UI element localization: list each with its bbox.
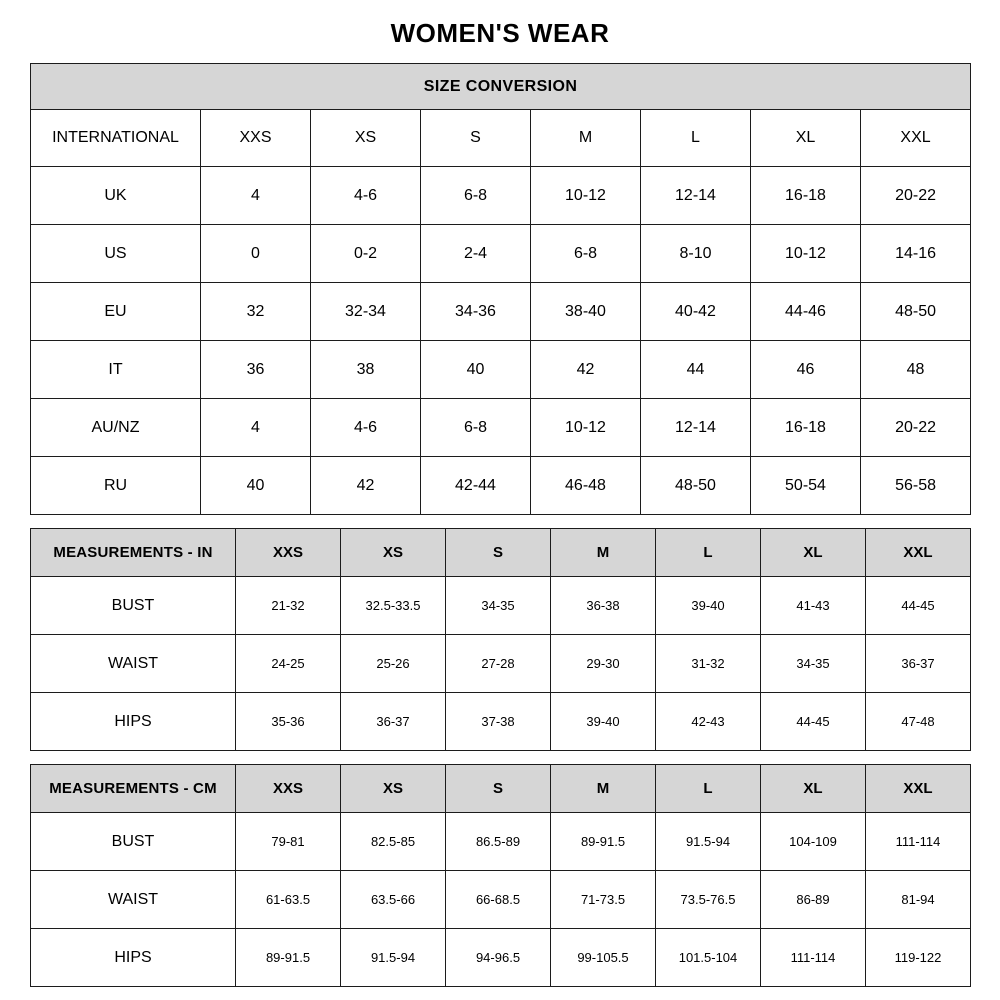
cell-value: 56-58	[861, 457, 971, 515]
row-label: RU	[31, 457, 201, 515]
row-label: HIPS	[31, 693, 236, 751]
column-header: XL	[761, 529, 866, 577]
column-header: M	[551, 529, 656, 577]
table-row	[31, 283, 971, 341]
cell-value: 48-50	[641, 457, 751, 515]
cell-value: 46-48	[531, 457, 641, 515]
cell-value: 79-81	[236, 813, 341, 871]
cell-value: 63.5-66	[341, 871, 446, 929]
cell-value: 39-40	[656, 577, 761, 635]
cell-value: 6-8	[531, 225, 641, 283]
cell-value: 4	[201, 167, 311, 225]
cell-value: 4-6	[311, 399, 421, 457]
page-title: WOMEN'S WEAR	[390, 18, 610, 48]
column-header: M	[551, 765, 656, 813]
table-row	[31, 399, 971, 457]
table-row	[31, 693, 971, 751]
cell-value: 34-35	[761, 635, 866, 693]
cell-value: 4	[201, 399, 311, 457]
cell-value: 0	[201, 225, 311, 283]
table-banner-row	[31, 64, 971, 110]
table-row	[31, 341, 971, 399]
cell-value: 48-50	[861, 283, 971, 341]
column-header: XS	[341, 529, 446, 577]
column-header-row	[31, 110, 971, 167]
measurements-in-body	[31, 577, 971, 751]
column-header: XXS	[201, 110, 311, 167]
cell-value: 111-114	[866, 813, 971, 871]
cell-value: 8-10	[641, 225, 751, 283]
cell-value: 82.5-85	[341, 813, 446, 871]
cell-value: 99-105.5	[551, 929, 656, 987]
cell-value: 2-4	[421, 225, 531, 283]
cell-value: 21-32	[236, 577, 341, 635]
column-header-row	[31, 529, 971, 577]
cell-value: 61-63.5	[236, 871, 341, 929]
row-label: UK	[31, 167, 201, 225]
column-header: XXL	[861, 110, 971, 167]
cell-value: 4-6	[311, 167, 421, 225]
row-label: HIPS	[31, 929, 236, 987]
cell-value: 44-45	[761, 693, 866, 751]
cell-value: 12-14	[641, 167, 751, 225]
cell-value: 42	[531, 341, 641, 399]
cell-value: 37-38	[446, 693, 551, 751]
cell-value: 32-34	[311, 283, 421, 341]
table-row	[31, 871, 971, 929]
cell-value: 6-8	[421, 399, 531, 457]
row-label: EU	[31, 283, 201, 341]
table-row	[31, 577, 971, 635]
cell-value: 91.5-94	[656, 813, 761, 871]
column-header: XXS	[236, 529, 341, 577]
column-header: XXL	[866, 765, 971, 813]
cell-value: 12-14	[641, 399, 751, 457]
cell-value: 48	[861, 341, 971, 399]
cell-value: 38	[311, 341, 421, 399]
cell-value: 42-43	[656, 693, 761, 751]
cell-value: 29-30	[551, 635, 656, 693]
cell-value: 24-25	[236, 635, 341, 693]
cell-value: 40-42	[641, 283, 751, 341]
cell-value: 81-94	[866, 871, 971, 929]
cell-value: 31-32	[656, 635, 761, 693]
row-label: WAIST	[31, 635, 236, 693]
measurements-in-table	[30, 528, 971, 751]
cell-value: 10-12	[531, 167, 641, 225]
cell-value: 44-45	[866, 577, 971, 635]
size-conversion-table	[30, 63, 971, 515]
cell-value: 89-91.5	[551, 813, 656, 871]
cell-value: 32	[201, 283, 311, 341]
cell-value: 40	[201, 457, 311, 515]
column-header: XXL	[866, 529, 971, 577]
row-label: BUST	[31, 813, 236, 871]
cell-value: 42-44	[421, 457, 531, 515]
cell-value: 6-8	[421, 167, 531, 225]
cell-value: 111-114	[761, 929, 866, 987]
table-row	[31, 813, 971, 871]
cell-value: 10-12	[531, 399, 641, 457]
cell-value: 20-22	[861, 167, 971, 225]
cell-value: 32.5-33.5	[341, 577, 446, 635]
table-corner-header: MEASUREMENTS - IN	[31, 529, 236, 577]
cell-value: 36-38	[551, 577, 656, 635]
column-header: L	[656, 765, 761, 813]
row-label: WAIST	[31, 871, 236, 929]
size-conversion-banner: SIZE CONVERSION	[31, 64, 971, 110]
column-header: S	[446, 529, 551, 577]
cell-value: 91.5-94	[341, 929, 446, 987]
column-header: L	[656, 529, 761, 577]
column-header: S	[446, 765, 551, 813]
table-row	[31, 225, 971, 283]
cell-value: 44	[641, 341, 751, 399]
cell-value: 35-36	[236, 693, 341, 751]
column-header: XL	[761, 765, 866, 813]
cell-value: 86.5-89	[446, 813, 551, 871]
cell-value: 104-109	[761, 813, 866, 871]
row-label: BUST	[31, 577, 236, 635]
column-header: XS	[341, 765, 446, 813]
cell-value: 20-22	[861, 399, 971, 457]
cell-value: 47-48	[866, 693, 971, 751]
cell-value: 42	[311, 457, 421, 515]
column-header: S	[421, 110, 531, 167]
cell-value: 38-40	[531, 283, 641, 341]
cell-value: 34-35	[446, 577, 551, 635]
table-row	[31, 635, 971, 693]
column-header-row	[31, 765, 971, 813]
column-header: L	[641, 110, 751, 167]
table-row	[31, 929, 971, 987]
cell-value: 101.5-104	[656, 929, 761, 987]
cell-value: 16-18	[751, 167, 861, 225]
cell-value: 94-96.5	[446, 929, 551, 987]
column-header: XXS	[236, 765, 341, 813]
cell-value: 36-37	[341, 693, 446, 751]
cell-value: 0-2	[311, 225, 421, 283]
table-corner-header: MEASUREMENTS - CM	[31, 765, 236, 813]
measurements-cm-body	[31, 813, 971, 987]
column-header: XL	[751, 110, 861, 167]
cell-value: 16-18	[751, 399, 861, 457]
cell-value: 66-68.5	[446, 871, 551, 929]
cell-value: 27-28	[446, 635, 551, 693]
cell-value: 40	[421, 341, 531, 399]
cell-value: 25-26	[341, 635, 446, 693]
column-header: XS	[311, 110, 421, 167]
cell-value: 46	[751, 341, 861, 399]
cell-value: 89-91.5	[236, 929, 341, 987]
table-row	[31, 457, 971, 515]
cell-value: 39-40	[551, 693, 656, 751]
cell-value: 119-122	[866, 929, 971, 987]
row-label: US	[31, 225, 201, 283]
size-conversion-body	[31, 167, 971, 515]
cell-value: 36-37	[866, 635, 971, 693]
row-label: IT	[31, 341, 201, 399]
cell-value: 50-54	[751, 457, 861, 515]
cell-value: 34-36	[421, 283, 531, 341]
cell-value: 14-16	[861, 225, 971, 283]
table-row	[31, 167, 971, 225]
table-corner-header: INTERNATIONAL	[31, 110, 201, 167]
measurements-cm-table	[30, 764, 971, 987]
cell-value: 36	[201, 341, 311, 399]
cell-value: 44-46	[751, 283, 861, 341]
cell-value: 41-43	[761, 577, 866, 635]
row-label: AU/NZ	[31, 399, 201, 457]
cell-value: 71-73.5	[551, 871, 656, 929]
column-header: M	[531, 110, 641, 167]
cell-value: 73.5-76.5	[656, 871, 761, 929]
cell-value: 86-89	[761, 871, 866, 929]
cell-value: 10-12	[751, 225, 861, 283]
